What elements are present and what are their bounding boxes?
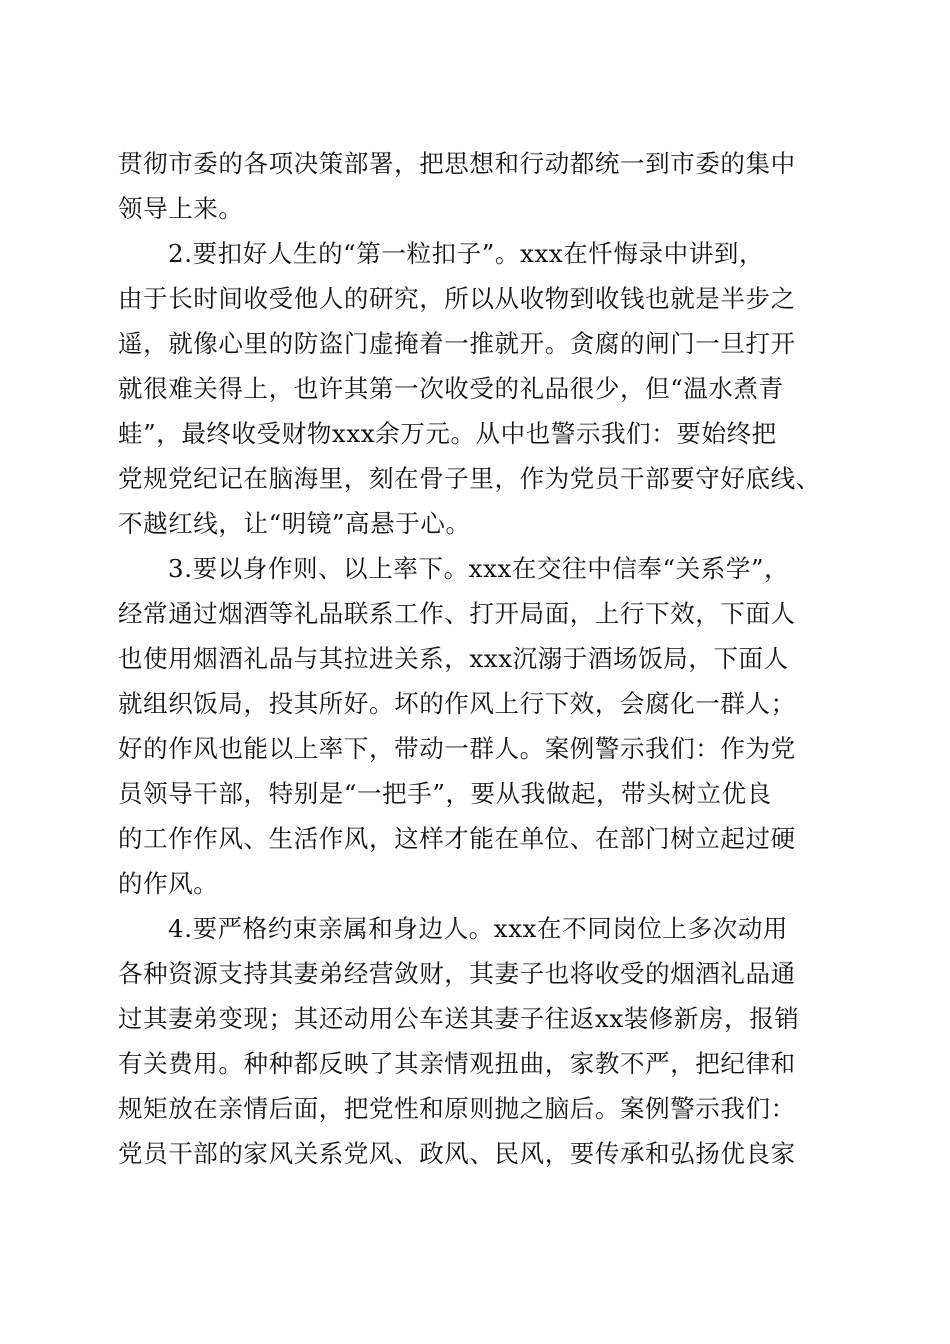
text-line: 规矩放在亲情后面，把党性和原则抛之脑后。案例警示我们：: [118, 1094, 796, 1123]
text-line: 也使用烟酒礼品与其拉进关系，xxx沉溺于酒场饭局，下面人: [118, 644, 789, 673]
text-line: 的作风。: [118, 869, 219, 898]
text-line: 就组织饭局，投其所好。坏的作风上行下效，会腐化一群人；: [118, 689, 796, 718]
text-line: 员领导干部，特别是“一把手”，要从我做起，带头树立优良: [118, 779, 772, 808]
text-line: 有关费用。种种都反映了其亲情观扭曲，家教不严，把纪律和: [118, 1049, 796, 1078]
text-line: 经常通过烟酒等礼品联系工作、打开局面，上行下效，下面人: [118, 599, 796, 628]
text-line: 就很难关得上，也许其第一次收受的礼品很少，但“温水煮青: [118, 374, 784, 403]
text-line: 领导上来。: [118, 194, 244, 223]
text-line: 的工作作风、生活作风，这样才能在单位、在部门树立起过硬: [118, 824, 796, 853]
text-line: 过其妻弟变现；其还动用公车送其妻子往返xx装修新房，报销: [118, 1004, 800, 1033]
text-line: 由于长时间收受他人的研究，所以从收物到收钱也就是半步之: [118, 284, 796, 313]
text-line: 党员干部的家风关系党风、政风、民风，要传承和弘扬优良家: [118, 1139, 796, 1168]
paragraph-heading-3: 3.要以身作则、以上率下。xxx在交往中信奉“关系学”，: [168, 554, 790, 583]
text-line: 党规党纪记在脑海里，刻在骨子里，作为党员干部要守好底线、: [118, 464, 821, 493]
paragraph-heading-2: 2.要扣好人生的“第一粒扣子”。xxx在忏悔录中讲到，: [168, 239, 765, 268]
text-line: 遥，就像心里的防盗门虚掩着一推就开。贪腐的闸门一旦打开: [118, 329, 796, 358]
text-line: 贯彻市委的各项决策部署，把思想和行动都统一到市委的集中: [118, 149, 796, 178]
body-text: [118, 141, 838, 1176]
text-line: 各种资源支持其妻弟经营敛财，其妻子也将收受的烟酒礼品通: [118, 959, 796, 988]
text-line: 蛙”，最终收受财物xxx余万元。从中也警示我们：要始终把: [118, 419, 777, 448]
paragraph-heading-4: 4.要严格约束亲属和身边人。xxx在不同岗位上多次动用: [168, 914, 789, 943]
text-line: 不越红线，让“明镜”高悬于心。: [118, 509, 471, 538]
text-line: 好的作风也能以上率下，带动一群人。案例警示我们：作为党: [118, 734, 796, 763]
